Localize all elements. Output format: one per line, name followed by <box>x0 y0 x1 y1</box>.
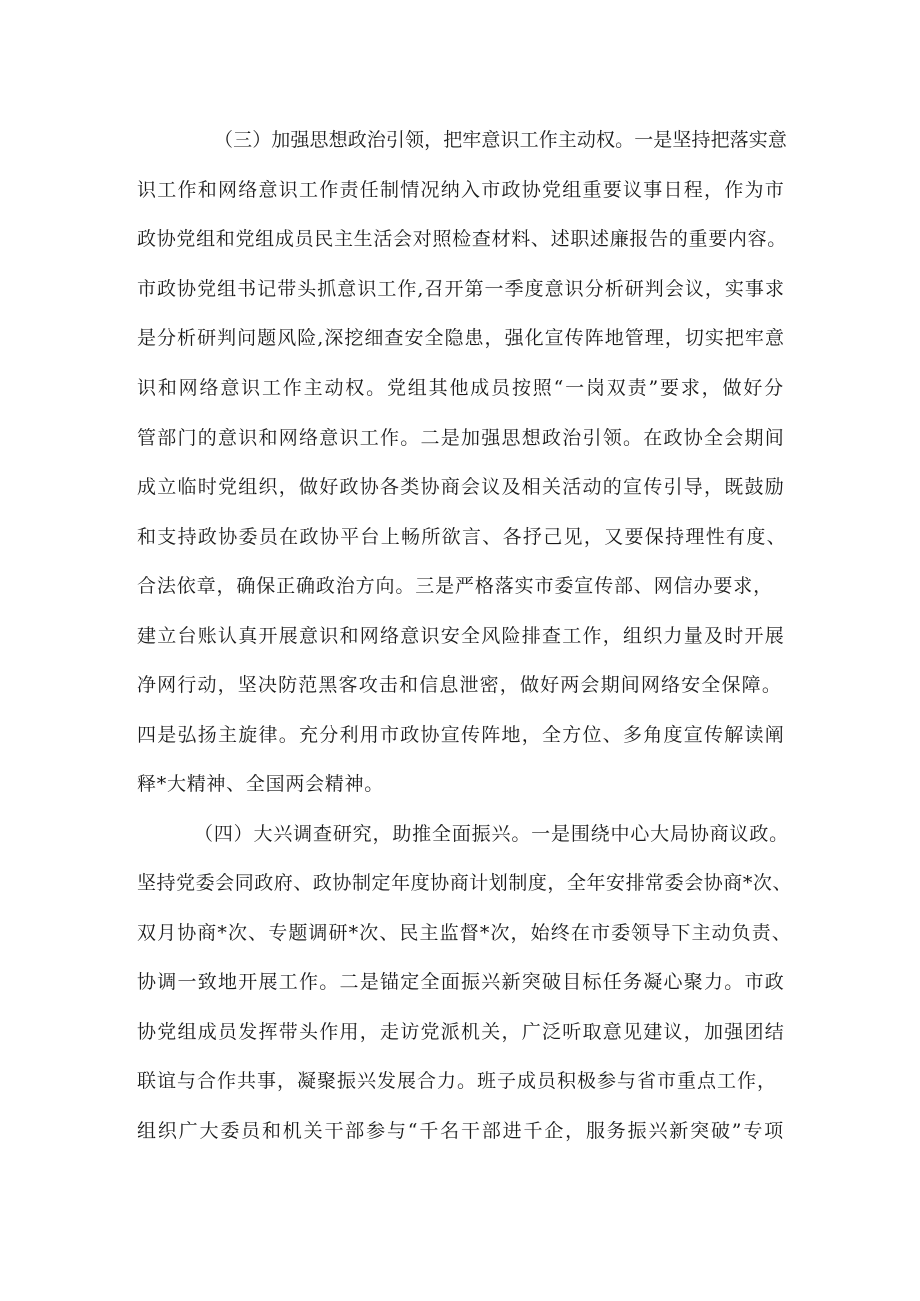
text-line-content: 协调一致地开展工作。二是锚定全面振兴新突破目标任务凝心聚力。市政 <box>137 971 785 993</box>
text-line-content: （三）加强思想政治引领，把牢意识工作主动权。一是坚持把落实意 <box>214 129 787 151</box>
text-line-content: 合法依章，确保正确政治方向。三是严格落实市委宣传部、网信办要求， <box>137 575 773 597</box>
text-line-content: 和支持政协委员在政协平台上畅所欲言、各抒己见，又要保持理性有度、 <box>137 526 787 548</box>
text-line <box>0 619 920 653</box>
text-line <box>0 1064 920 1098</box>
text-line <box>0 817 920 851</box>
text-line-content: 识和网络意识工作主动权。党组其他成员按照“一岗双责”要求，做好分 <box>137 377 785 399</box>
text-line <box>0 321 920 355</box>
text-line <box>0 520 920 554</box>
text-line-content: 组织广大委员和机关干部参与“千名干部进千企，服务振兴新突破”专项 <box>137 1120 785 1142</box>
text-line-content: 双月协商*次、专题调研*次、民主监督*次，始终在市委领导下主动负责、 <box>137 922 792 944</box>
text-line-content: 政协党组和党组成员民主生活会对照检查材料、述职述廉报告的重要内容。 <box>137 228 787 250</box>
text-line <box>0 767 920 801</box>
text-line <box>0 1015 920 1049</box>
text-line <box>0 866 920 900</box>
text-line <box>0 470 920 504</box>
text-line-content: 市政协党组书记带头抓意识工作,召开第一季度意识分析研判会议，实事求 <box>137 278 785 300</box>
text-line-content: 建立台账认真开展意识和网络意识安全风险排查工作，组织力量及时开展 <box>137 625 785 647</box>
text-line <box>0 965 920 999</box>
text-line <box>0 916 920 950</box>
text-line <box>0 173 920 207</box>
text-line <box>0 569 920 603</box>
text-line <box>0 123 920 157</box>
text-line-content: 协党组成员发挥带头作用，走访党派机关，广泛听取意见建议，加强团结 <box>137 1021 785 1043</box>
text-line <box>0 668 920 702</box>
text-line-content: 识工作和网络意识工作责任制情况纳入市政协党组重要议事日程，作为市 <box>137 179 785 201</box>
text-line <box>0 371 920 405</box>
text-line <box>0 222 920 256</box>
text-line-content: 联谊与合作共事，凝聚振兴发展合力。班子成员积极参与省市重点工作， <box>137 1070 777 1092</box>
text-line-content: 坚持党委会同政府、政协制定年度协商计划制度，全年安排常委会协商*次、 <box>137 872 792 894</box>
text-line-content: 是分析研判问题风险,深挖细查安全隐患，强化宣传阵地管理，切实把牢意 <box>137 327 785 349</box>
text-line-content: 释*大精神、全国两会精神。 <box>137 773 384 795</box>
text-line <box>0 421 920 455</box>
text-line-content: （四）大兴调查研究，助推全面振兴。一是围绕中心大局协商议政。 <box>194 823 789 845</box>
text-line-content: 管部门的意识和网络意识工作。二是加强思想政治引领。在政协全会期间 <box>137 427 785 449</box>
text-line-content: 成立临时党组织，做好政协各类协商会议及相关活动的宣传引导，既鼓励 <box>137 476 785 498</box>
text-line-content: 净网行动，坚决防范黑客攻击和信息泄密，做好两会期间网络安全保障。 <box>137 674 782 696</box>
text-line <box>0 718 920 752</box>
text-line-content: 四是弘扬主旋律。充分利用市政协宣传阵地，全方位、多角度宣传解读阐 <box>137 724 785 746</box>
text-line <box>0 272 920 306</box>
text-line <box>0 1114 920 1148</box>
